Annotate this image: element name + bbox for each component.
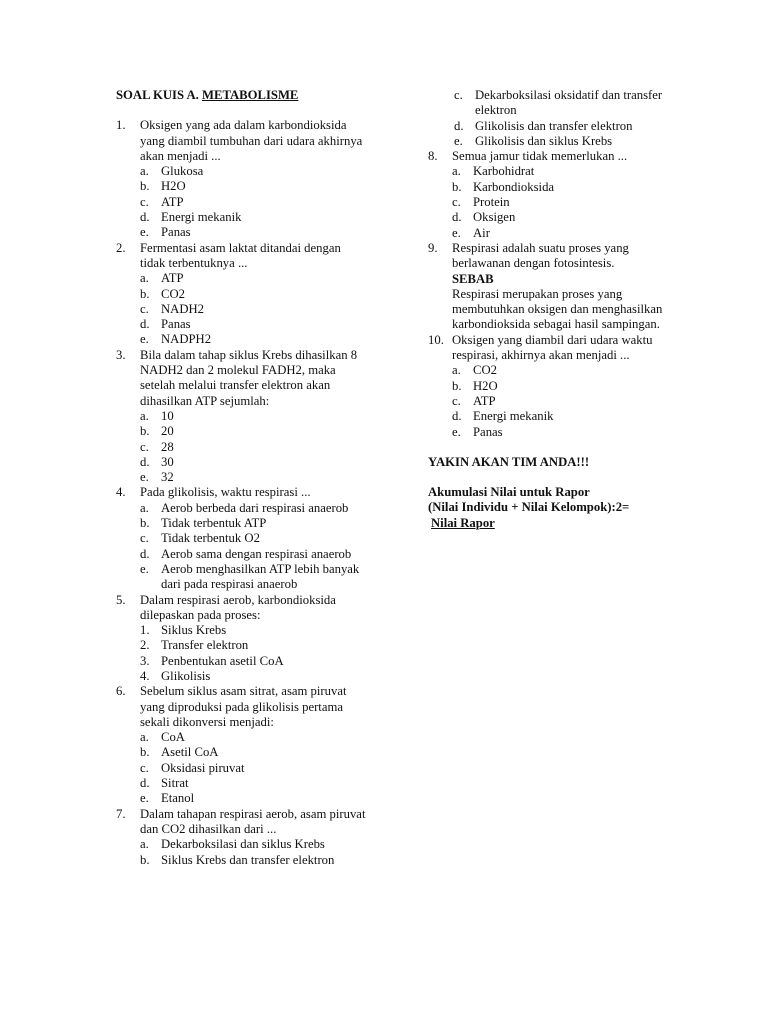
question-number: 5. [116, 592, 126, 607]
option-item [140, 409, 366, 424]
option-letter: a. [140, 271, 149, 286]
option-list [452, 363, 678, 439]
question-2 [116, 241, 366, 348]
option-text: Glukosa [161, 164, 204, 179]
option-item [140, 562, 366, 593]
option-text: NADPH2 [161, 332, 212, 347]
option-text: Siklus Krebs [161, 623, 227, 638]
option-item [452, 394, 678, 409]
question-number: 3. [116, 347, 126, 362]
option-item [452, 195, 678, 210]
option-item [452, 180, 678, 195]
option-item [140, 195, 366, 210]
option-item [454, 119, 678, 134]
akumulasi-title: Akumulasi Nilai untuk Rapor [428, 485, 590, 500]
option-text: Aerob sama dengan respirasi anaerob [161, 546, 352, 561]
question-number: 4. [116, 485, 126, 500]
option-item [452, 379, 678, 394]
left-column [116, 88, 366, 868]
option-letter: a. [140, 164, 149, 179]
option-letter: a. [140, 408, 149, 423]
option-letter: d. [140, 317, 150, 332]
option-letter: b. [140, 286, 150, 301]
option-text: Air [473, 225, 490, 240]
option-letter: b. [452, 378, 462, 393]
option-text: Energi mekanik [473, 409, 554, 424]
option-item [452, 409, 678, 424]
option-item [140, 424, 366, 439]
option-item [452, 210, 678, 225]
option-item [140, 547, 366, 562]
option-text: Oksidasi piruvat [161, 760, 245, 775]
option-text: 30 [161, 454, 174, 469]
option-letter: b. [140, 424, 150, 439]
option-letter: e. [452, 424, 461, 439]
option-item [452, 226, 678, 241]
option-text: CO2 [161, 286, 185, 301]
option-item [140, 271, 366, 286]
option-text: Aerob menghasilkan ATP lebih banyak dari pada respirasi anaerob [161, 561, 360, 592]
question-5 [116, 593, 366, 685]
option-text: ATP [161, 194, 184, 209]
option-item [140, 761, 366, 776]
option-item [140, 516, 366, 531]
nilai-rapor-label: Nilai Rapor [431, 515, 495, 530]
sebab-label: SEBAB [452, 271, 494, 286]
option-letter: d. [452, 409, 462, 424]
option-item [140, 501, 366, 516]
option-letter: e. [452, 225, 461, 240]
question-text: Oksigen yang ada dalam karbondioksida yang diambil tumbuhan dari udara akhirnya akan menjadi ... [140, 118, 363, 163]
option-text: Glikolisis [161, 668, 211, 683]
option-item [140, 669, 366, 684]
akumulasi-formula: (Nilai Individu + Nilai Kelompok):2= [428, 500, 630, 515]
option-text: Sitrat [161, 776, 189, 791]
option-text: Panas [473, 424, 503, 439]
option-letter: c. [140, 531, 149, 546]
option-item [140, 225, 366, 240]
question-9 [428, 241, 678, 333]
option-letter: e. [140, 561, 149, 576]
option-letter: 1. [140, 623, 150, 638]
option-letter: e. [140, 225, 149, 240]
option-text: NADH2 [161, 301, 204, 316]
question-text: Pada glikolisis, waktu respirasi ... [140, 485, 311, 500]
question-3 [116, 348, 366, 486]
title-prefix: SOAL KUIS A. [116, 88, 199, 102]
option-text: Tidak terbentuk ATP [161, 516, 267, 531]
closing-text: YAKIN AKAN TIM ANDA!!! [428, 454, 590, 469]
option-letter: 4. [140, 668, 150, 683]
option-text: Karbondioksida [473, 179, 555, 194]
option-item [140, 455, 366, 470]
option-text: H2O [161, 179, 186, 194]
option-text: Panas [161, 225, 191, 240]
question-number: 1. [116, 118, 126, 133]
option-letter: d. [140, 210, 150, 225]
option-letter: d. [454, 118, 464, 133]
option-item [140, 638, 366, 653]
option-letter: e. [140, 470, 149, 485]
question-number: 10. [428, 332, 444, 347]
option-item [452, 363, 678, 378]
option-text: Dekarboksilasi oksidatif dan transfer elektron [475, 88, 663, 118]
option-item [140, 164, 366, 179]
option-letter: 3. [140, 653, 150, 668]
option-item [140, 623, 366, 638]
option-letter: b. [140, 745, 150, 760]
question-text: Sebelum siklus asam sitrat, asam piruvat yang diproduksi pada glikolisis pertama sekali dikonversi menjadi: [140, 684, 347, 729]
option-item [140, 302, 366, 317]
question-number: 6. [116, 684, 126, 699]
option-list [452, 164, 678, 240]
question-text: Dalam respirasi aerob, karbondioksida dilepaskan pada proses: [140, 592, 336, 622]
option-item [140, 745, 366, 760]
option-letter: d. [140, 776, 150, 791]
question-text: Bila dalam tahap siklus Krebs dihasilkan 8 NADH2 dan 2 molekul FADH2, maka setelah melalui transfer elektron akan dihasilkan ATP sejumlah: [140, 347, 358, 408]
option-letter: a. [452, 363, 461, 378]
option-text: CO2 [473, 363, 497, 378]
option-text: Dekarboksilasi dan siklus Krebs [161, 837, 325, 852]
option-text: ATP [161, 271, 184, 286]
option-text: 32 [161, 470, 174, 485]
option-letter: c. [140, 439, 149, 454]
option-text: CoA [161, 730, 185, 745]
option-item [140, 730, 366, 745]
option-item [454, 88, 678, 119]
option-text: Glikolisis dan siklus Krebs [475, 133, 613, 148]
option-letter: 2. [140, 638, 150, 653]
question-7-continued [428, 88, 678, 149]
option-item [140, 531, 366, 546]
option-text: Transfer elektron [161, 638, 249, 653]
option-item [140, 837, 366, 852]
question-1 [116, 118, 366, 240]
option-letter: d. [452, 210, 462, 225]
option-item [140, 210, 366, 225]
option-text: Penbentukan asetil CoA [161, 653, 284, 668]
option-letter: c. [140, 194, 149, 209]
option-letter: c. [452, 195, 461, 210]
option-letter: b. [140, 516, 150, 531]
option-letter: d. [140, 454, 150, 469]
option-text: Energi mekanik [161, 210, 242, 225]
question-4 [116, 485, 366, 592]
option-text: 20 [161, 424, 174, 439]
option-text: 10 [161, 408, 174, 423]
option-item [140, 287, 366, 302]
option-text: Asetil CoA [161, 745, 219, 760]
option-letter: c. [454, 88, 463, 102]
option-item [140, 179, 366, 194]
option-letter: e. [140, 791, 149, 806]
option-item [140, 776, 366, 791]
option-item [140, 853, 366, 868]
question-text: Fermentasi asam laktat ditandai dengan tidak terbentuknya ... [140, 240, 341, 270]
option-letter: b. [452, 179, 462, 194]
option-letter: a. [140, 730, 149, 745]
option-text: H2O [473, 378, 498, 393]
question-number: 8. [428, 149, 438, 164]
question-list-left [116, 118, 366, 868]
option-text: Siklus Krebs dan transfer elektron [161, 852, 335, 867]
question-text: Dalam tahapan respirasi aerob, asam piruvat dan CO2 dihasilkan dari ... [140, 806, 366, 836]
option-text: Aerob berbeda dari respirasi anaerob [161, 500, 349, 515]
question-number: 2. [116, 240, 126, 255]
question-reason: Respirasi merupakan proses yang membutuhkan oksigen dan menghasilkan karbondioksida sebagai hasil sampingan. [452, 286, 663, 332]
option-item [140, 317, 366, 332]
question-number: 7. [116, 806, 126, 821]
question-7 [116, 807, 366, 868]
option-letter: a. [140, 500, 149, 515]
question-text: Respirasi adalah suatu proses yang berlawanan dengan fotosintesis. [452, 240, 629, 271]
option-item [140, 791, 366, 806]
option-letter: d. [140, 546, 150, 561]
option-letter: c. [452, 393, 461, 408]
option-item [140, 654, 366, 669]
option-text: ATP [473, 393, 496, 408]
option-letter: b. [140, 852, 150, 867]
option-letter: a. [452, 164, 461, 179]
option-item [140, 470, 366, 485]
option-text: Protein [473, 195, 510, 210]
option-text: Karbohidrat [473, 164, 535, 179]
question-text: Semua jamur tidak memerlukan ... [452, 149, 628, 164]
option-text: Etanol [161, 791, 195, 806]
option-letter: c. [140, 760, 149, 775]
option-text: Oksigen [473, 210, 516, 225]
title-main: METABOLISME [202, 88, 299, 102]
question-6 [116, 684, 366, 806]
option-text: Glikolisis dan transfer elektron [475, 118, 633, 133]
option-item [452, 425, 678, 440]
question-10 [428, 333, 678, 440]
option-item [452, 164, 678, 179]
option-item [140, 332, 366, 347]
question-8 [428, 149, 678, 241]
option-letter: e. [454, 133, 463, 148]
option-letter: c. [140, 301, 149, 316]
question-text: Oksigen yang diambil dari udara waktu respirasi, akhirnya akan menjadi ... [452, 332, 653, 363]
option-letter: a. [140, 837, 149, 852]
page-title [116, 88, 366, 103]
option-item [454, 134, 678, 149]
option-letter: e. [140, 332, 149, 347]
option-letter: b. [140, 179, 150, 194]
option-item [140, 440, 366, 455]
option-text: Panas [161, 317, 191, 332]
option-text: 28 [161, 439, 174, 454]
question-number: 9. [428, 240, 438, 255]
right-column [428, 88, 678, 531]
option-text: Tidak terbentuk O2 [161, 531, 260, 546]
